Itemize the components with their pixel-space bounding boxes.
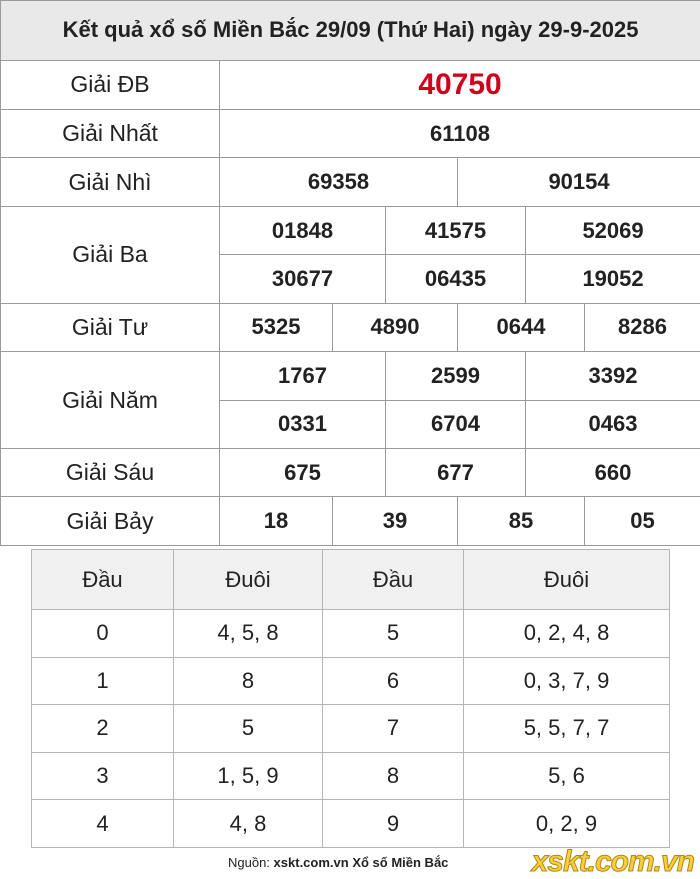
head-digit: 5 xyxy=(323,610,464,658)
prize-row-tu xyxy=(1,303,700,351)
tail-digits: 0, 2, 4, 8 xyxy=(464,610,670,658)
prize-value: 19052 xyxy=(526,255,700,303)
source-name: Xổ số Miền Bắc xyxy=(352,855,448,870)
tail-digits: 8 xyxy=(174,657,323,705)
prize-value: 0463 xyxy=(526,400,700,448)
prize-label: Giải Bảy xyxy=(1,497,220,546)
footer xyxy=(0,848,700,878)
prize-row-nam xyxy=(1,352,700,400)
head-digit: 7 xyxy=(323,705,464,753)
prize-value: 30677 xyxy=(220,255,386,303)
prize-label: Giải Năm xyxy=(1,352,220,449)
column-header: Đầu xyxy=(323,550,464,610)
site-logo: xskt.com.vn xyxy=(532,845,694,879)
prize-label: Giải Nhất xyxy=(1,109,220,157)
prize-label: Giải Sáu xyxy=(1,449,220,497)
prize-row-sau xyxy=(1,449,700,497)
source-credit xyxy=(228,855,448,870)
tail-digits: 5, 6 xyxy=(464,752,670,800)
page-title: Kết quả xổ số Miền Bắc 29/09 (Thứ Hai) ngày 29-9-2025 xyxy=(1,1,700,61)
head-digit: 8 xyxy=(323,752,464,800)
prize-value: 5325 xyxy=(220,303,333,351)
prize-label: Giải Nhì xyxy=(1,158,220,206)
head-digit: 6 xyxy=(323,657,464,705)
prize-row-nhi xyxy=(1,158,700,206)
head-digit: 4 xyxy=(32,800,174,848)
prize-value: 05 xyxy=(585,497,700,546)
head-digit: 0 xyxy=(32,610,174,658)
prize-label: Giải ĐB xyxy=(1,60,220,109)
prize-value: 61108 xyxy=(220,109,700,157)
prize-value: 0331 xyxy=(220,400,386,448)
loto-head-tail-table xyxy=(31,549,669,848)
prize-value: 2599 xyxy=(386,352,526,400)
prize-value: 3392 xyxy=(526,352,700,400)
prize-row-bay xyxy=(1,497,700,546)
tail-digits: 5 xyxy=(174,705,323,753)
prize-value: 41575 xyxy=(386,206,526,254)
prize-value: 1767 xyxy=(220,352,386,400)
prize-value: 675 xyxy=(220,449,386,497)
table-row xyxy=(32,800,670,848)
head-digit: 1 xyxy=(32,657,174,705)
prize-value: 52069 xyxy=(526,206,700,254)
table-row xyxy=(32,610,670,658)
table-row xyxy=(32,752,670,800)
prize-value: 85 xyxy=(458,497,585,546)
table-row xyxy=(32,705,670,753)
prize-row-ba xyxy=(1,206,700,254)
prize-value: 8286 xyxy=(585,303,700,351)
tail-digits: 0, 3, 7, 9 xyxy=(464,657,670,705)
prize-value: 39 xyxy=(333,497,458,546)
tail-digits: 5, 5, 7, 7 xyxy=(464,705,670,753)
head-digit: 3 xyxy=(32,752,174,800)
prize-value: 90154 xyxy=(458,158,700,206)
source-site-link[interactable]: xskt.com.vn xyxy=(274,855,349,870)
head-digit: 9 xyxy=(323,800,464,848)
tail-digits: 1, 5, 9 xyxy=(174,752,323,800)
column-header: Đuôi xyxy=(174,550,323,610)
loto-header-row xyxy=(32,550,670,610)
prize-row-nhat xyxy=(1,109,700,157)
head-digit: 2 xyxy=(32,705,174,753)
tail-digits: 4, 5, 8 xyxy=(174,610,323,658)
prize-value: 06435 xyxy=(386,255,526,303)
prize-value: 660 xyxy=(526,449,700,497)
tail-digits: 4, 8 xyxy=(174,800,323,848)
prize-label: Giải Tư xyxy=(1,303,220,351)
prize-value: 01848 xyxy=(220,206,386,254)
table-row xyxy=(32,657,670,705)
prize-row-db xyxy=(1,60,700,109)
column-header: Đuôi xyxy=(464,550,670,610)
prize-value: 18 xyxy=(220,497,333,546)
prize-value: 6704 xyxy=(386,400,526,448)
source-label: Nguồn: xyxy=(228,855,270,870)
special-prize-value: 40750 xyxy=(220,60,700,109)
column-header: Đầu xyxy=(32,550,174,610)
prize-value: 69358 xyxy=(220,158,458,206)
prize-label: Giải Ba xyxy=(1,206,220,303)
prize-value: 677 xyxy=(386,449,526,497)
tail-digits: 0, 2, 9 xyxy=(464,800,670,848)
prize-value: 0644 xyxy=(458,303,585,351)
prize-value: 4890 xyxy=(333,303,458,351)
